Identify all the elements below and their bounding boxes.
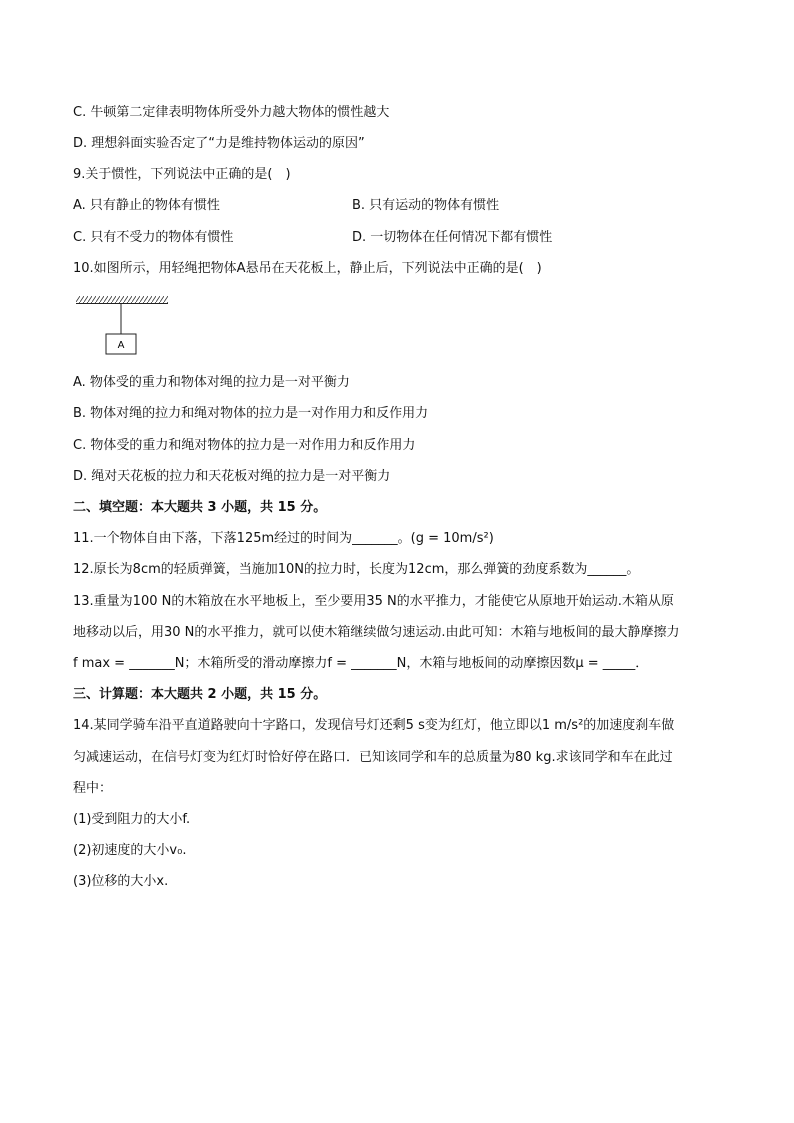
q13-stem-line2: 地移动以后，用30 N的水平推力，就可以使木箱继续做匀速运动.由此可知：木箱与地板间的最大静摩擦力 — [73, 625, 680, 640]
q9-stem: 9.关于惯性，下列说法中正确的是( ) — [73, 167, 291, 182]
q9-option-b: B. 只有运动的物体有惯性 — [352, 198, 500, 213]
q10-stem: 10.如图所示，用轻绳把物体A悬吊在天花板上，静止后，下列说法中正确的是( ) — [73, 261, 542, 276]
q14-stem-line3: 程中： — [73, 781, 113, 796]
q14-part3: (3)位移的大小x. — [73, 874, 169, 889]
q14-stem-line1: 14.某同学骑车沿平直道路驶向十字路口，发现信号灯还剩5 s变为红灯，他立即以1 m/s²的加速度刹车做 — [73, 718, 675, 733]
q10-option-a: A. 物体受的重力和物体对绳的拉力是一对平衡力 — [73, 375, 350, 390]
q12-stem: 12.原长为8cm的轻质弹簧，当施加10N的拉力时，长度为12cm，那么弹簧的劲度系数为______。 — [73, 562, 640, 577]
q14-part2: (2)初速度的大小v₀. — [73, 843, 187, 858]
q9-option-a: A. 只有静止的物体有惯性 — [73, 198, 220, 213]
q8-option-d: D. 理想斜面实验否定了“力是维持物体运动的原因” — [73, 136, 365, 151]
q13-stem-line3: f max = _______N；木箱所受的滑动摩擦力f = _______N，木箱与地板间的动摩擦因数μ = _____． — [73, 656, 649, 671]
q9-option-c: C. 只有不受力的物体有惯性 — [73, 230, 234, 245]
q9-option-d: D. 一切物体在任何情况下都有惯性 — [352, 230, 553, 245]
section-calc-heading: 三、计算题：本大题共 2 小题，共 15 分。 — [73, 687, 327, 702]
q14-stem-line2: 匀减速运动，在信号灯变为红灯时恰好停在路口．已知该同学和车的总质量为80 kg.求该同学和车在此过 — [73, 750, 673, 765]
q14-part1: (1)受到阻力的大小f. — [73, 812, 191, 827]
section-fill-in-heading: 二、填空题：本大题共 3 小题，共 15 分。 — [73, 500, 327, 515]
q13-stem-line1: 13.重量为100 N的木箱放在水平地板上，至少要用35 N的水平推力，才能使它从原地开始运动.木箱从原 — [73, 594, 674, 609]
hanging-block-figure — [76, 296, 176, 358]
q10-option-c: C. 物体受的重力和绳对物体的拉力是一对作用力和反作用力 — [73, 438, 416, 453]
q8-option-c: C. 牛顿第二定律表明物体所受外力越大物体的惯性越大 — [73, 105, 390, 120]
q11-stem: 11.一个物体自由下落，下落125m经过的时间为_______。(g = 10m/s²) — [73, 531, 494, 546]
q10-option-b: B. 物体对绳的拉力和绳对物体的拉力是一对作用力和反作用力 — [73, 406, 429, 421]
ceiling-hatch — [76, 296, 168, 303]
q10-option-d: D. 绳对天花板的拉力和天花板对绳的拉力是一对平衡力 — [73, 469, 391, 484]
block-label: A — [117, 340, 125, 351]
